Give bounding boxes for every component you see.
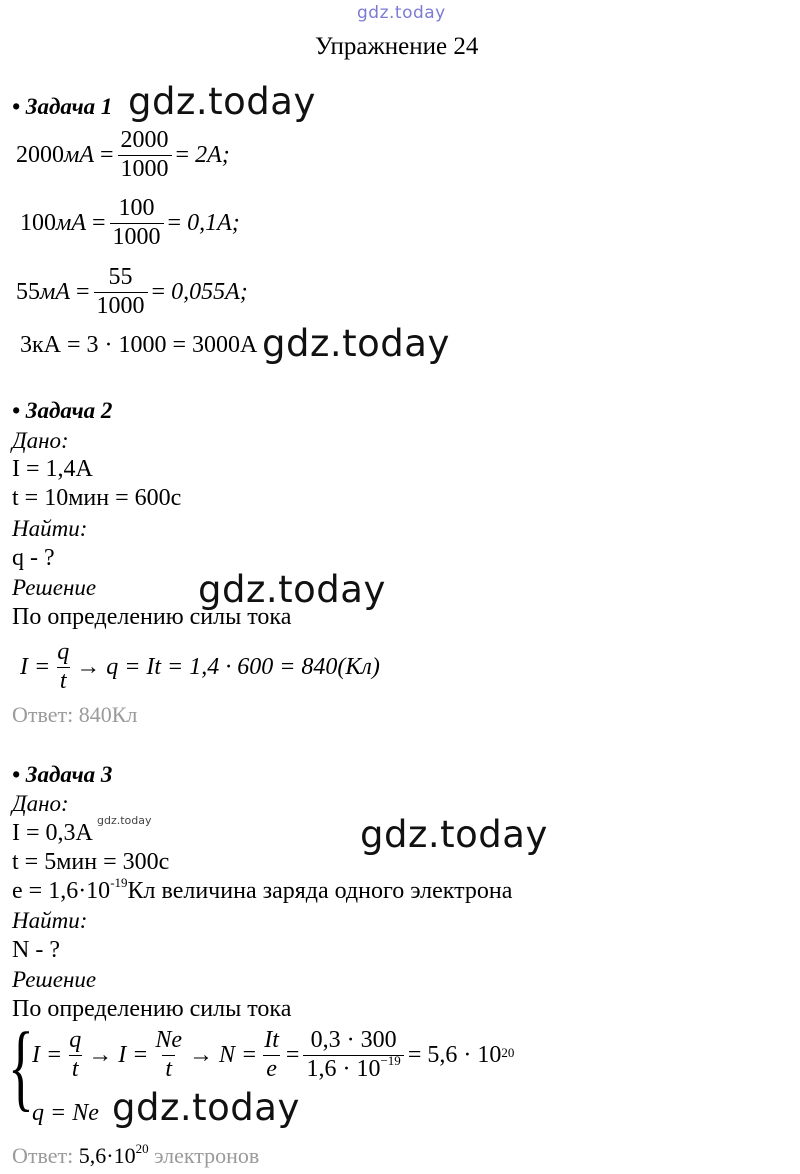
watermark-top: gdz.today [357, 3, 446, 23]
task1-heading: • Задача 1 [12, 94, 113, 119]
watermark: gdz.today [262, 322, 450, 365]
solution-label: Решение [12, 967, 97, 992]
system-brace: { [8, 1013, 34, 1121]
answer: Ответ: 840Кл [12, 702, 138, 727]
watermark: gdz.today [198, 568, 386, 611]
result: 2А; [195, 141, 230, 168]
watermark-small: gdz.today [97, 814, 152, 827]
result: 0,055А; [171, 278, 248, 305]
answer: Ответ: $5,6\cdot 10^{20}$ электронов [12, 1140, 260, 1168]
find-label: Найти: [12, 908, 88, 933]
task1-line-2: 100 мА = $\frac{100}{1000}$ = 0,1А; [20, 195, 240, 250]
system-line-2: q = Ne [32, 1100, 99, 1126]
watermark: gdz.today [112, 1086, 300, 1129]
fraction: $\frac{q}{t}$ [57, 639, 70, 694]
task1-line-4: 3кА = 3 · 1000 = 3000А [20, 332, 258, 358]
find-line: q - ? [12, 545, 55, 571]
watermark: gdz.today [360, 813, 548, 856]
definition-text: По определению силы тока [12, 996, 292, 1022]
given-label: Дано: [12, 428, 69, 453]
task2-heading: • Задача 2 [12, 398, 113, 423]
lhs-number: 55 [16, 278, 40, 305]
given-line: I = 1,4А [12, 456, 93, 482]
page-title: Упражнение 24 [315, 33, 479, 60]
lhs-number: 2000 [16, 141, 64, 168]
lhs-unit: мА [56, 209, 86, 236]
task2-formula: I = $\frac{q}{t}$ → q = It = 1,4 · 600 = 840(Кл) [20, 639, 380, 694]
given-line: t = 5мин = 300с [12, 849, 170, 875]
given-line: I = 0,3А [12, 820, 93, 846]
fraction: $\frac{100}{1000}$ [110, 196, 164, 251]
solution-label: Решение [12, 575, 97, 600]
system-line-1: I = $\frac{q}{t}$ → I = $\frac{Ne}{t}$ → N = $\frac{It}{e}$ = $\frac{0,3 \cdot 300}{1,6 \cdot 10^{-19}}$ = 5,6 · 10 $^{20}$ [32, 1027, 515, 1082]
result: 0,1А; [187, 209, 240, 236]
given-label: Дано: [12, 791, 69, 816]
lhs-unit: мА [40, 278, 70, 305]
task1-line-1: 2000 мА = $\frac{2000}{1000}$ = 2А; [16, 127, 230, 182]
lhs-unit: мА [64, 141, 94, 168]
task3-heading: • Задача 3 [12, 762, 113, 787]
watermark: gdz.today [128, 80, 316, 123]
find-label: Найти: [12, 516, 88, 541]
find-line: N - ? [12, 937, 60, 963]
lhs-number: 100 [20, 209, 56, 236]
charge-line: $e = 1,6\cdot 10^{-19}Кл$ величина заряда одного электрона [12, 875, 513, 904]
fraction: $\frac{2000}{1000}$ [118, 128, 172, 183]
fraction: $\frac{55}{1000}$ [94, 265, 148, 320]
task1-line-3: 55 мА = $\frac{55}{1000}$ = 0,055А; [16, 264, 248, 319]
given-line: t = 10мин = 600с [12, 485, 182, 511]
definition-text: По определению силы тока [12, 604, 292, 630]
